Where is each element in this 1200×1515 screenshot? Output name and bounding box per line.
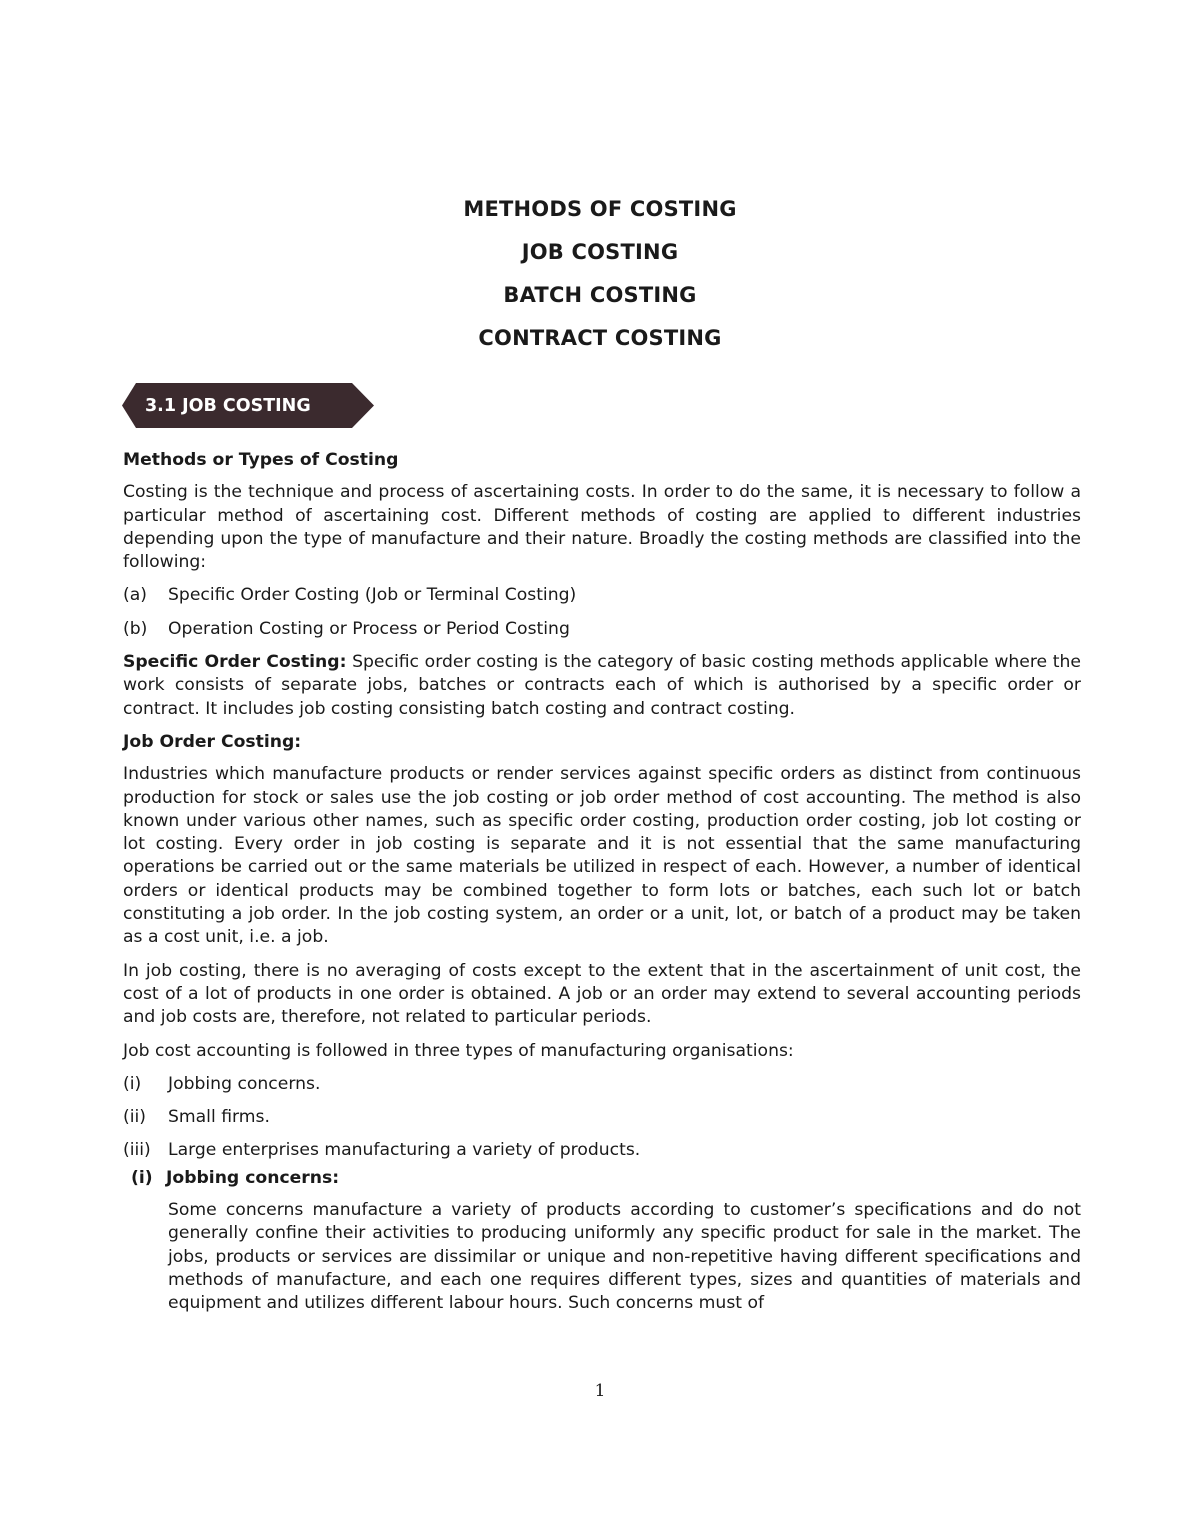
list-marker: (a) <box>123 585 147 606</box>
specific-order-text: Specific order costing is the category of basic costing methods applicable where the work consists of separate jobs, batches or contracts each of which is authorised by a specific order or contract. It includes job costing consisting batch costing and contract costing. <box>123 652 1081 719</box>
job-order-paragraph-2: In job costing, there is no averaging of costs except to the extent that in the ascertainment of unit cost, the cost of a lot of products in one order is obtained. A job or an order may extend to several accounting periods and job costs are, therefore, not related to particular periods. <box>123 960 1081 1028</box>
title-line-1: METHODS OF COSTING <box>463 197 737 221</box>
methods-heading: Methods or Types of Costing <box>123 450 399 470</box>
sub-heading-marker: (i) <box>131 1167 153 1188</box>
list-item <box>123 1139 1081 1162</box>
list-item <box>123 584 1081 607</box>
sub-heading-text: Jobbing concerns: <box>166 1167 340 1188</box>
list-text: Small firms. <box>168 1107 270 1128</box>
title-line-2: JOB COSTING <box>521 240 679 264</box>
jobbing-concerns-paragraph: Some concerns manufacture a variety of products according to customer’s specifications and do not generally confine their activities to producing uniformly any specific product for sale in the market. The jobs, products or services are dissimilar or unique and non-repetitive having different specifications and methods of manufacture, and each one requires different types, sizes and quantities of materials and equipment and utilizes different labour hours. Such concerns must of <box>168 1200 1081 1314</box>
list-text: Large enterprises manufacturing a variety of products. <box>168 1140 641 1161</box>
jobbing-concerns-heading <box>123 1167 1081 1190</box>
list-text: Specific Order Costing (Job or Terminal Costing) <box>168 585 577 606</box>
list-marker: (iii) <box>123 1140 151 1161</box>
job-order-paragraph-1: Industries which manufacture products or render services against specific orders as distinct from continuous production for stock or sales use the job costing or job order method of cost accounting. The method is also known under various other names, such as specific order costing, production order costing, job lot costing or lot costing. Every order in job costing is separate and it is not essential that the same manufacturing operations be carried out or the same materials be utilized in respect of each. However, a number of identical orders or identical products may be combined together to form lots or batches, each such lot or batch constituting a job order. In the job costing system, an order or a unit, lot, or batch of a product may be taken as a cost unit, i.e. a job. <box>123 764 1081 948</box>
section-badge <box>122 383 374 428</box>
list-text: Operation Costing or Process or Period Costing <box>168 618 570 639</box>
methods-paragraph: Costing is the technique and process of ascertaining costs. In order to do the same, it is necessary to follow a particular method of ascertaining cost. Different methods of costing are applied to different industries depending upon the type of manufacture and their nature. Broadly the costing methods are classified into the following: <box>123 482 1081 573</box>
list-item <box>123 1073 1081 1096</box>
title-line-4: CONTRACT COSTING <box>478 326 722 350</box>
specific-order-paragraph <box>123 651 1081 721</box>
list-item <box>123 618 1081 641</box>
list-marker: (b) <box>123 618 148 639</box>
specific-order-label: Specific Order Costing: <box>123 652 347 673</box>
page-number: 1 <box>594 1381 606 1401</box>
section-badge-label: 3.1 JOB COSTING <box>145 396 311 416</box>
list-item <box>123 1106 1081 1129</box>
list-marker: (ii) <box>123 1107 146 1128</box>
title-line-3: BATCH COSTING <box>503 283 697 307</box>
list-marker: (i) <box>123 1073 142 1094</box>
job-order-heading: Job Order Costing: <box>123 731 302 752</box>
body-content <box>123 449 1081 1326</box>
list-text: Jobbing concerns. <box>168 1073 321 1094</box>
job-order-paragraph-3: Job cost accounting is followed in three types of manufacturing organisations: <box>123 1040 794 1061</box>
title-block <box>0 195 1200 367</box>
